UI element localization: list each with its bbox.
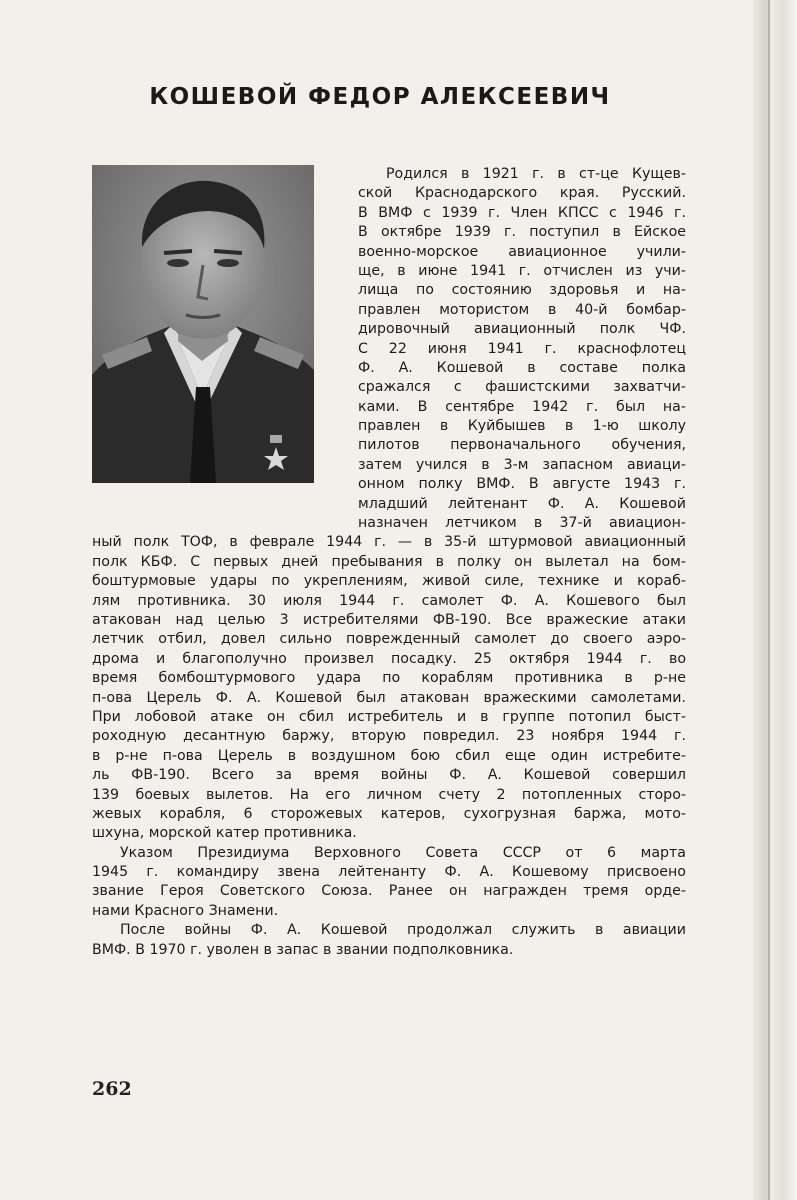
text-line: полк КБФ. С первых дней пребывания в полку он вылетал на бом- — [92, 553, 686, 570]
page-binding-edge — [753, 0, 797, 1200]
text-line: 1945 г. командиру звена лейтенанту Ф. А. Кошевому присвоено — [92, 864, 686, 881]
text-line: лям противника. 30 июля 1944 г. самолет Ф. А. Кошевого был — [92, 592, 686, 609]
text-line: роходную десантную баржу, вторую повредил. 23 ноября 1944 г. — [92, 728, 686, 745]
text-line: В ВМФ с 1939 г. Член КПСС с 1946 г. — [358, 204, 686, 221]
text-line: время бомбоштурмового удара по кораблям противника в р-не — [92, 670, 686, 687]
text-line: При лобовой атаке он сбил истребитель и в группе потопил быст- — [92, 708, 686, 725]
text-line: ской Краснодарского края. Русский. — [358, 185, 686, 202]
text-line: жевых корабля, 6 сторожевых катеров, сухогрузная баржа, мото- — [92, 805, 686, 822]
text-line: лища по состоянию здоровья и на- — [358, 282, 686, 299]
text-line: в р-не п-ова Церель в воздушном бою сбил еще один истребите- — [92, 747, 686, 764]
text-line: онном полку ВМФ. В августе 1943 г. — [358, 476, 686, 493]
page-number: 262 — [92, 1078, 132, 1100]
biography-text — [92, 165, 686, 960]
text-line: С 22 июня 1941 г. краснофлотец — [358, 340, 686, 357]
text-line: бoштурмовые удары по укреплениям, живой силе, технике и кораб- — [92, 573, 686, 590]
text-line: Ф. А. Кошевой в составе полка — [358, 359, 686, 376]
text-line: звание Героя Советского Союза. Ранее он награжден тремя орде- — [92, 883, 686, 900]
text-line: Родился в 1921 г. в ст-це Кущев- — [386, 166, 686, 182]
text-line: назначен летчиком в 37-й авиацион- — [358, 515, 686, 532]
text-line: ками. В сентябре 1942 г. был на- — [358, 398, 686, 415]
text-line: дрома и благополучно произвел посадку. 25 октября 1944 г. во — [92, 650, 686, 667]
text-line: нами Красного Знамени. — [92, 902, 279, 919]
text-line: ще, в июне 1941 г. отчислен из учи- — [358, 262, 686, 279]
text-line: п-ова Церель Ф. А. Кошевой был атакован вражескими самолетами. — [92, 689, 686, 706]
text-line: ный полк ТОФ, в феврале 1944 г. — в 35-й штурмовой авиационный — [92, 534, 686, 551]
text-line: 139 боевых вылетов. На его личном счету 2 потопленных сторо- — [92, 786, 686, 803]
text-line: младший лейтенант Ф. А. Кошевой — [358, 495, 686, 512]
text-line: шхуна, морской катер противника. — [92, 825, 357, 842]
text-line: затем учился в 3-м запасном авиаци- — [358, 456, 686, 473]
text-line: После войны Ф. А. Кошевой продолжал служить в авиации — [120, 922, 686, 939]
page-title: КОШЕВОЙ ФЕДОР АЛЕКСЕЕВИЧ — [149, 84, 611, 110]
text-line: летчик отбил, довел сильно поврежденный самолет до своего аэро- — [92, 631, 686, 648]
text-line: правлен мотористом в 40-й бомбар- — [358, 301, 686, 318]
text-line: дировочный авиационный полк ЧФ. — [358, 321, 686, 338]
text-line: правлен в Куйбышев в 1-ю школу — [358, 418, 686, 435]
text-line: сражался с фашистскими захватчи- — [358, 379, 686, 396]
text-line: Указом Президиума Верховного Совета СССР от 6 марта — [120, 844, 686, 861]
text-line: атакован над целью 3 истребителями ФВ-190. Все вражеские атаки — [92, 611, 686, 628]
text-line: В октябре 1939 г. поступил в Ейское — [358, 224, 686, 241]
text-line: военно-морское авиационное учили- — [358, 243, 686, 260]
text-line: пилотов первоначального обучения, — [358, 437, 686, 454]
text-line: ль ФВ-190. Всего за время войны Ф. А. Кошевой совершил — [92, 767, 686, 784]
text-line: ВМФ. В 1970 г. уволен в запас в звании подполковника. — [92, 941, 514, 958]
